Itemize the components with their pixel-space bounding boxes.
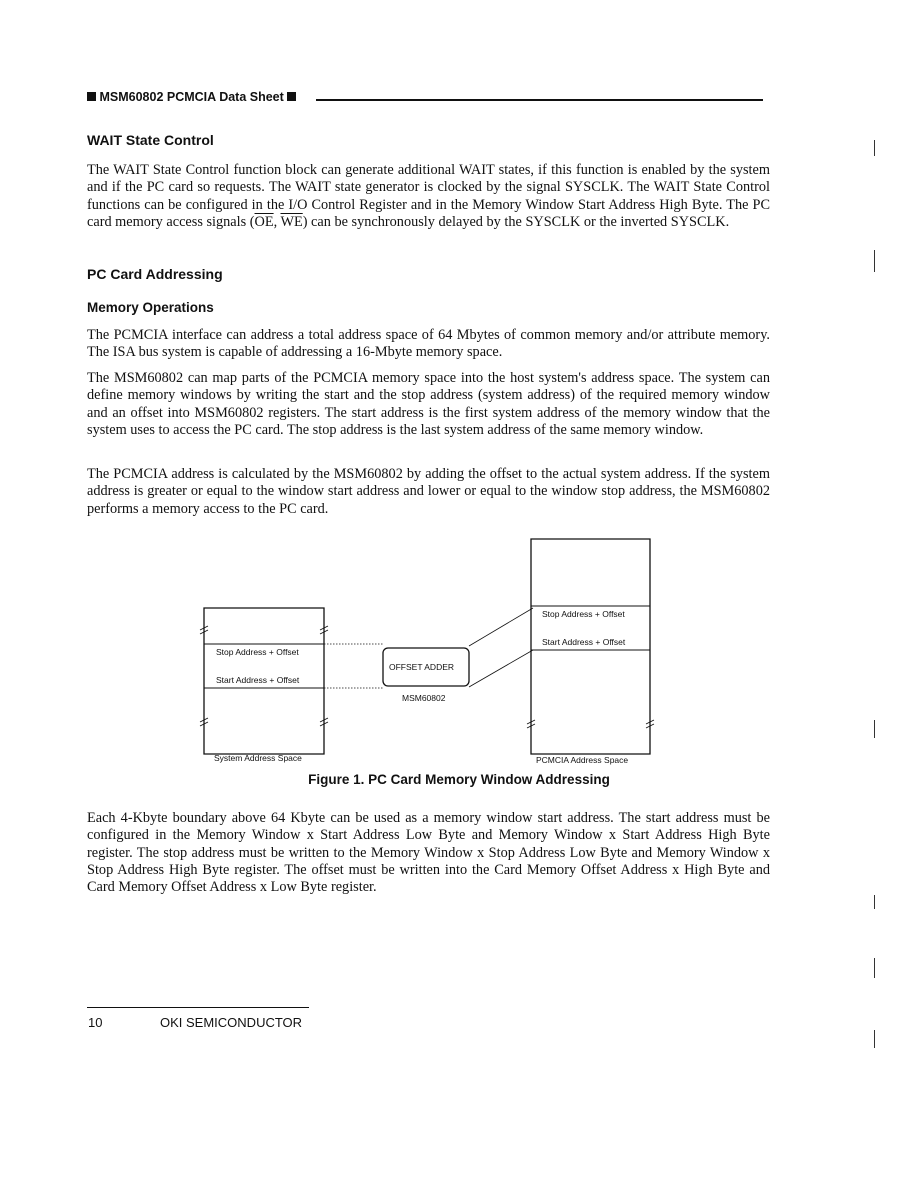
wait-state-paragraph [87, 162, 770, 231]
header-rule [316, 99, 763, 101]
change-bar [874, 895, 875, 909]
system-stop-label: Stop Address + Offset [216, 647, 299, 657]
memory-window-diagram [150, 538, 670, 770]
memory-paragraph-3: The PCMCIA address is calculated by the MSM60802 by adding the offset to the actual system address. If the system address is greater or equal to the window start address and lower or equal to the window stop address, the MSM60802 performs a memory access to the PC card. [87, 466, 770, 517]
footer-rule [87, 1007, 309, 1008]
page-number: 10 [88, 1015, 103, 1030]
figure-caption: Figure 1. PC Card Memory Window Addressing [308, 772, 610, 787]
bullet-square-icon [87, 92, 96, 101]
wait-para-text: The WAIT State Control function block can generate additional WAIT states, if this function is enabled by the system and if the PC card so requests. The WAIT state generator is clocked by the signal SYSCLK. The WAIT State Control functions can be configured in the I/O Control Register and in the Memory Window Start Address High Byte. The PC card memory access signals ( [87, 162, 770, 230]
pcmcia-stop-label: Stop Address + Offset [542, 609, 625, 619]
oe-signal: $\overline{OE}$ [254, 213, 274, 230]
pcmcia-space-label: PCMCIA Address Space [536, 755, 629, 765]
wait-para-comma: , [273, 213, 281, 230]
memory-operations-heading: Memory Operations [87, 300, 214, 315]
running-header [87, 90, 296, 104]
footer-company: OKI SEMICONDUCTOR [160, 1015, 303, 1030]
pc-card-addressing-heading: PC Card Addressing [87, 266, 223, 282]
system-space-label: System Address Space [214, 753, 302, 763]
system-start-label: Start Address + Offset [216, 675, 300, 685]
wait-state-heading: WAIT State Control [87, 132, 214, 148]
change-bar [874, 1030, 875, 1048]
change-bar [874, 720, 875, 738]
msm60802-label: MSM60802 [402, 693, 446, 703]
change-bar [874, 140, 875, 156]
we-signal: $\overline{WE}$ [280, 213, 303, 230]
stop-mapping-line [469, 608, 533, 646]
change-bar [874, 250, 875, 272]
boundary-paragraph: Each 4-Kbyte boundary above 64 Kbyte can be used as a memory window start address. The start address must be configured in the Memory Window x Start Address Low Byte and Memory Window x Start Address High Byte register. The stop address must be written to the Memory Window x Stop Address Low Byte and Memory Window x Stop Address High Byte register. The offset must be written into the Card Memory Offset Address x High Byte and Card Memory Offset Address x Low Byte register. [87, 810, 770, 896]
memory-paragraph-1: The PCMCIA interface can address a total address space of 64 Mbytes of common memory and/or attribute memory. The ISA bus system is capable of addressing a 16-Mbyte memory space. [87, 327, 770, 361]
offset-adder-label: OFFSET ADDER [389, 662, 455, 672]
memory-paragraph-2: The MSM60802 can map parts of the PCMCIA memory space into the host system's address space. The system can define memory windows by writing the start and the stop address (system address) of the required memory window and an offset into MSM60802 registers. The start address is the first system address of the memory window that the system uses to access the PC card. The stop address is the last system address of the same memory window. [87, 370, 770, 438]
bullet-square-icon [287, 92, 296, 101]
pcmcia-start-label: Start Address + Offset [542, 637, 626, 647]
change-bar [874, 958, 875, 978]
start-mapping-line [469, 650, 533, 687]
header-title: MSM60802 PCMCIA Data Sheet [99, 90, 284, 104]
wait-para-end: ) can be synchronously delayed by the SYSCLK or the inverted SYSCLK. [302, 213, 730, 230]
